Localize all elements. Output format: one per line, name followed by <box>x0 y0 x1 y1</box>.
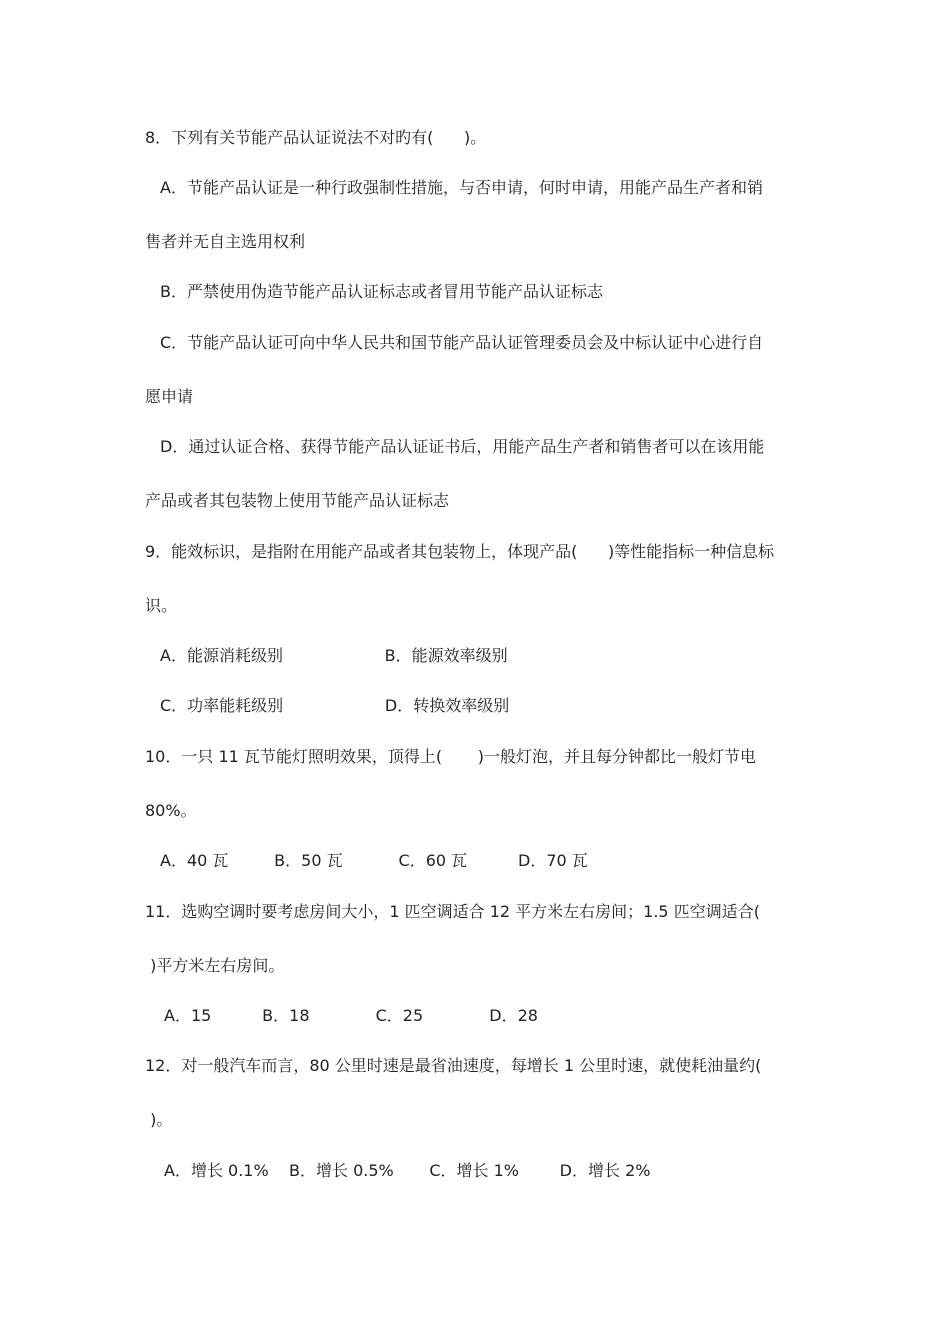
q8-option-b: B．严禁使用伪造节能产品认证标志或者冒用节能产品认证标志 <box>160 282 603 301</box>
q8-option-d-line1: D．通过认证合格、获得节能产品认证证书后，用能产品生产者和销售者可以在该用能 <box>160 437 765 456</box>
q8-option-c-line2: 愿申请 <box>145 387 194 406</box>
q8-stem: 8．下列有关节能产品认证说法不对旳有( )。 <box>145 128 487 147</box>
q10-options: A．40 瓦 B．50 瓦 C．60 瓦 D．70 瓦 <box>160 851 588 870</box>
q8-option-a-line2: 售者并无自主选用权利 <box>145 232 306 251</box>
q9-options-row1: A．能源消耗级别 B．能源效率级别 <box>160 646 508 665</box>
q12-options: A．增长 0.1% B．增长 0.5% C．增长 1% D．增长 2% <box>164 1161 651 1180</box>
q9-stem-line2: 识。 <box>145 596 178 615</box>
q8-option-d-line2: 产品或者其包装物上使用节能产品认证标志 <box>145 491 450 510</box>
q8-option-c-line1: C．节能产品认证可向中华人民共和国节能产品认证管理委员会及中标认证中心进行自 <box>160 333 764 352</box>
q11-stem-line2: )平方米左右房间。 <box>145 956 285 975</box>
q11-options: A．15 B．18 C．25 D．28 <box>164 1006 538 1025</box>
q8-option-a-line1: A．节能产品认证是一种行政强制性措施，与否申请，何时申请，用能产品生产者和销 <box>160 178 763 197</box>
q12-stem-line2: )。 <box>145 1110 173 1129</box>
q9-stem-line1: 9．能效标识，是指附在用能产品或者其包装物上，体现产品( )等性能指标一种信息标 <box>145 542 775 561</box>
q10-stem-line1: 10．一只 11 瓦节能灯照明效果，顶得上( )一般灯泡，并且每分钟都比一般灯节电 <box>145 747 756 766</box>
q11-stem-line1: 11．选购空调时要考虑房间大小，1 匹空调适合 12 平方米左右房间；1.5 匹空调适合( <box>145 902 760 921</box>
q10-stem-line2: 80%。 <box>145 801 197 820</box>
q9-options-row2: C．功率能耗级别 D．转换效率级别 <box>160 696 510 715</box>
q12-stem-line1: 12．对一般汽车而言，80 公里时速是最省油速度，每增长 1 公里时速，就使耗油量约( <box>145 1056 762 1075</box>
